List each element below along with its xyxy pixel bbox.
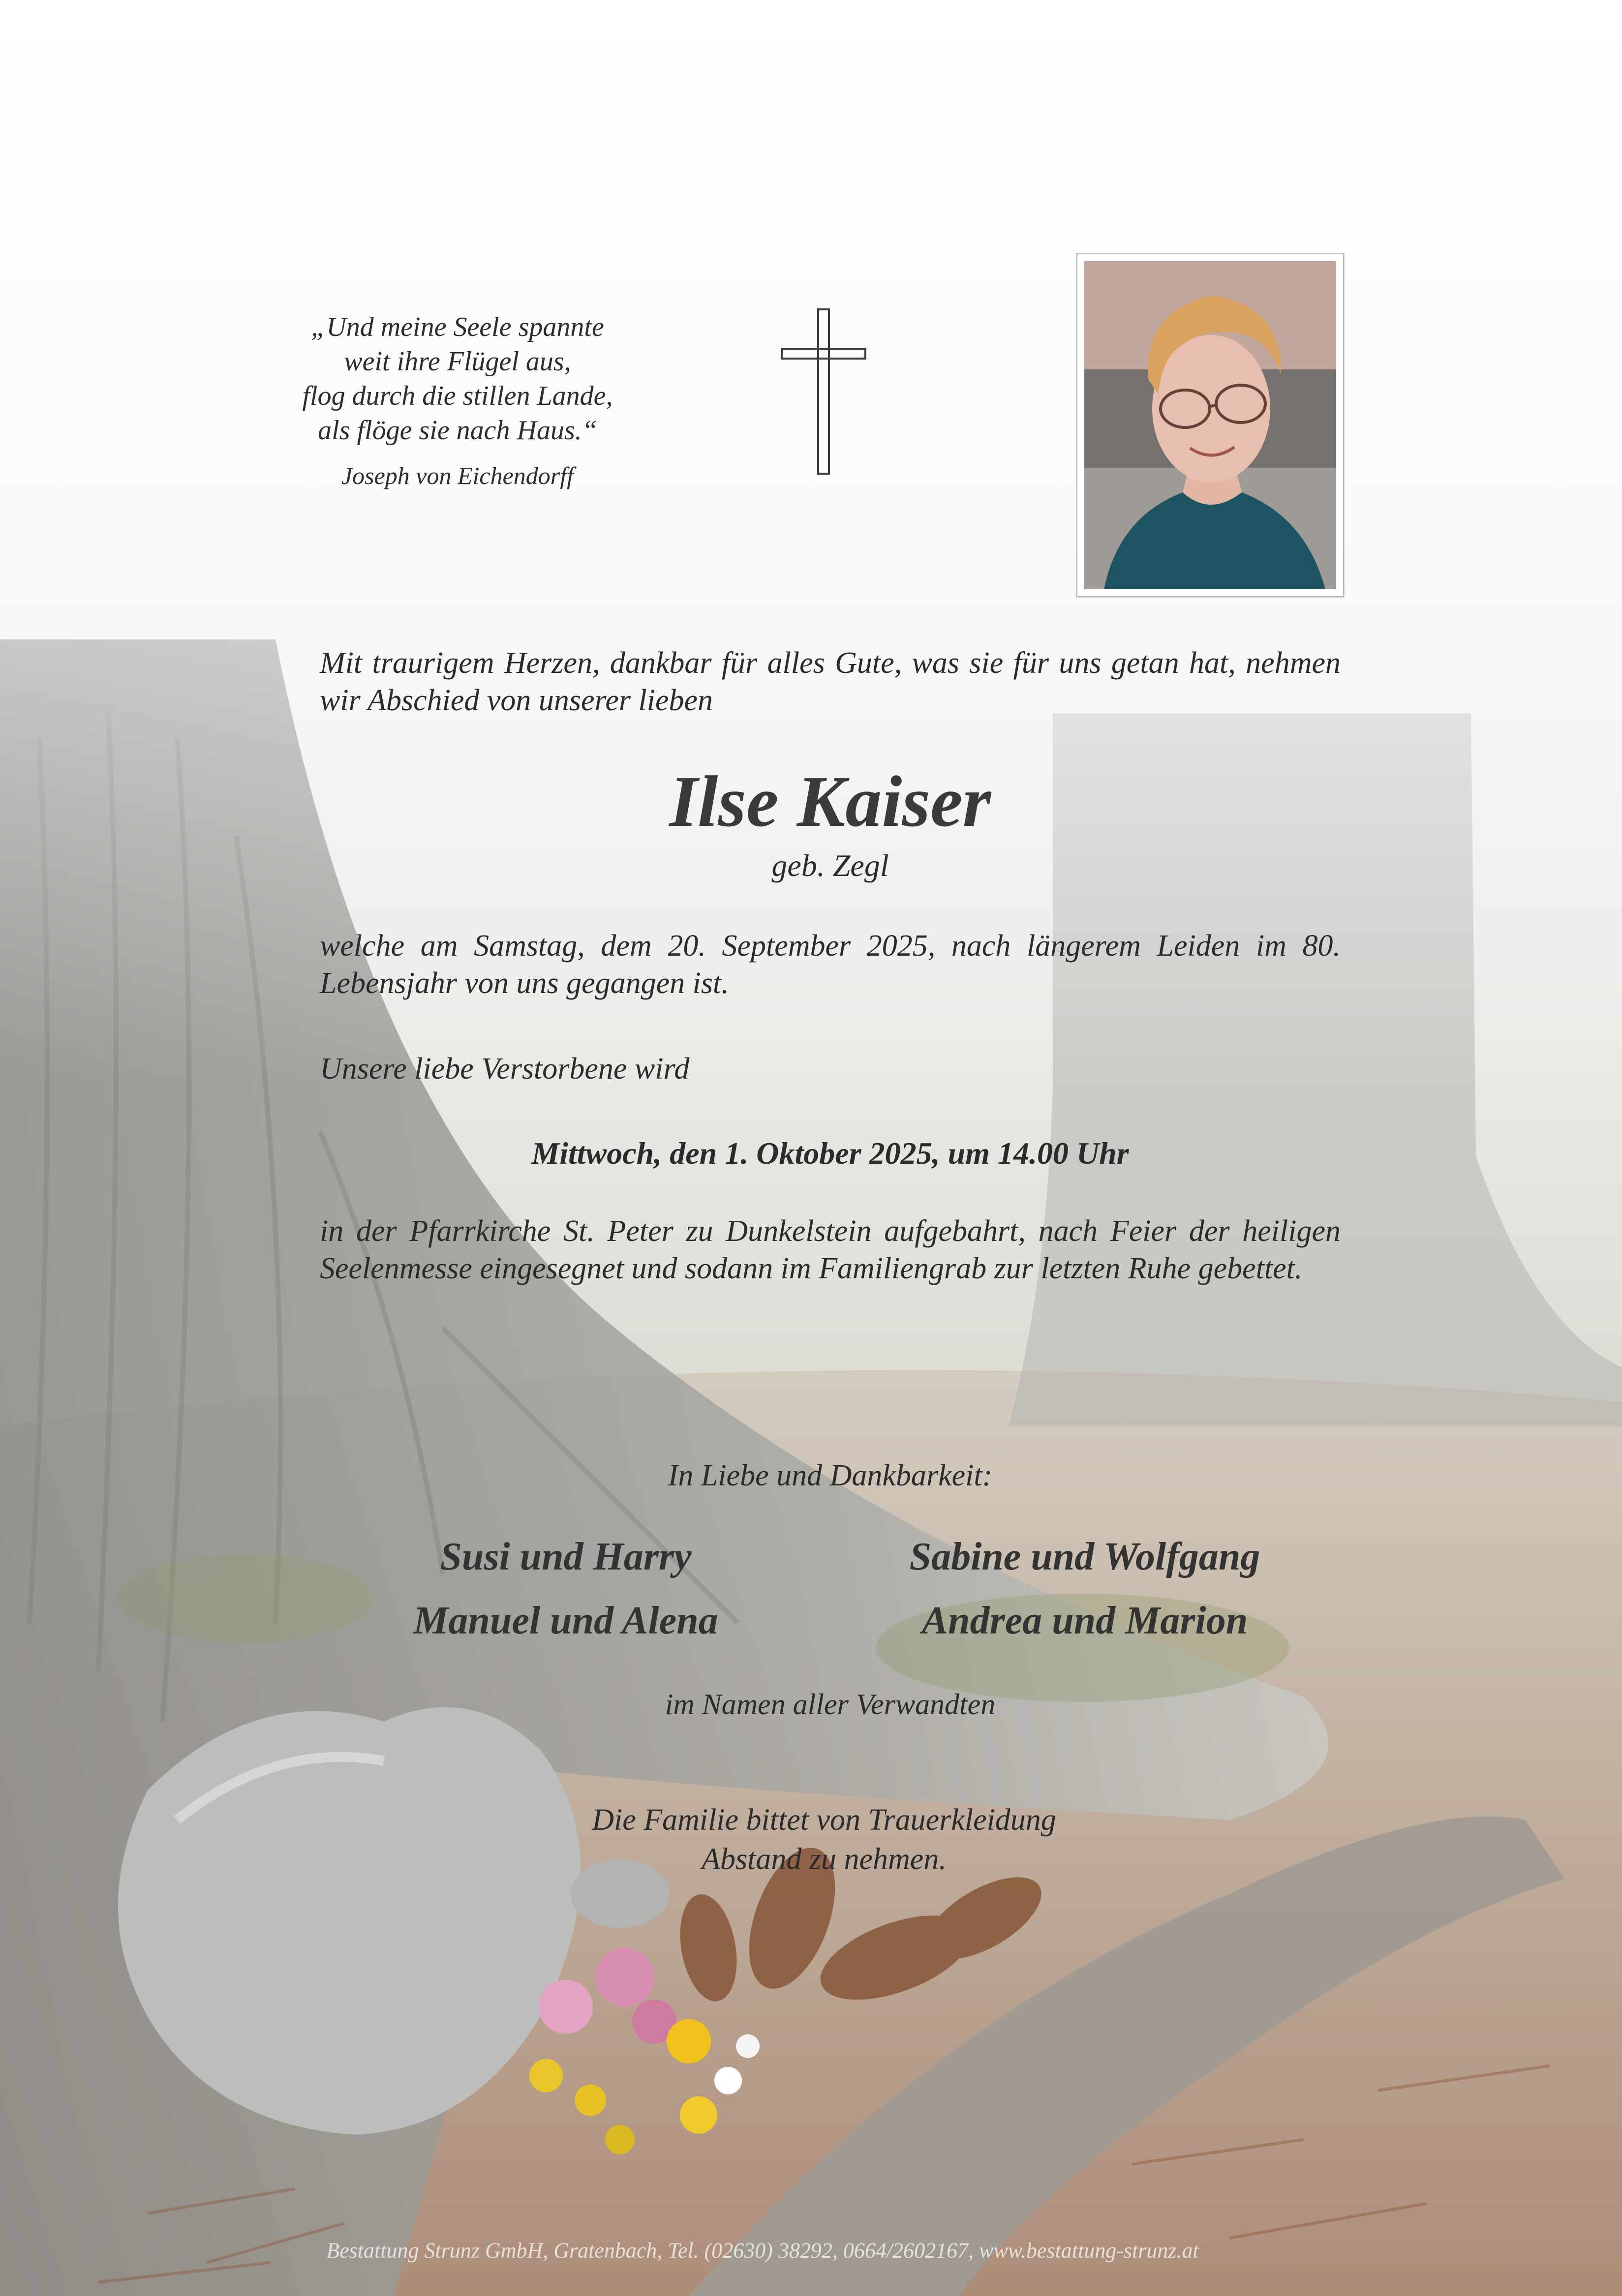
- footer-imprint: Bestattung Strunz GmbH, Gratenbach, Tel. (02630) 38292, 0664/2602167, www.bestattung-strunz.at: [326, 2238, 1199, 2263]
- family-member: Andrea und Marion: [921, 1599, 1248, 1642]
- family-member: Susi und Harry: [440, 1535, 692, 1578]
- family-member: Sabine und Wolfgang: [909, 1535, 1260, 1578]
- cross-icon: [780, 307, 868, 477]
- clothing-note: [443, 1800, 1205, 1879]
- funeral-date: Mittwoch, den 1. Oktober 2025, um 14.00 Uhr: [531, 1136, 1129, 1171]
- birth-name: geb. Zegl: [771, 848, 889, 883]
- note-line: Abstand zu nehmen.: [702, 1843, 947, 1876]
- funeral-intro: Unsere liebe Verstorbene wird: [320, 1052, 690, 1086]
- portrait-image: [1084, 261, 1336, 589]
- thanks-label: In Liebe und Dankbarkeit:: [668, 1459, 993, 1492]
- intro-text: Mit traurigem Herzen, dankbar für alles Gute, was sie für uns getan hat, nehmen wir Abschied von unserer lieben: [320, 646, 1341, 717]
- quote-line: flog durch die stillen Lande,: [302, 381, 613, 411]
- deceased-name: Ilse Kaiser: [669, 761, 991, 842]
- family-left: [344, 1525, 787, 1653]
- quote-line: „Und meine Seele spannte: [311, 312, 604, 342]
- death-text: welche am Samstag, dem 20. September 2025, nach längerem Leiden im 80. Lebensjahr von uns gegangen ist.: [320, 929, 1341, 1000]
- family-right: [863, 1525, 1306, 1653]
- portrait-photo: [1076, 253, 1344, 597]
- family-member: Manuel und Alena: [413, 1599, 718, 1642]
- note-line: Die Familie bittet von Trauerkleidung: [592, 1803, 1056, 1837]
- quote-author: Joseph von Eichendorff: [341, 462, 574, 489]
- relatives-text: im Namen aller Verwandten: [665, 1688, 996, 1721]
- quote-line: weit ihre Flügel aus,: [344, 346, 571, 377]
- quote-block: [275, 310, 640, 493]
- funeral-text: in der Pfarrkirche St. Peter zu Dunkelstein aufgebahrt, nach Feier der heiligen Seelenmesse eingesegnet und sodann im Familiengrab zur letzten Ruhe gebettet.: [320, 1214, 1341, 1285]
- quote-line: als flöge sie nach Haus.“: [318, 415, 597, 446]
